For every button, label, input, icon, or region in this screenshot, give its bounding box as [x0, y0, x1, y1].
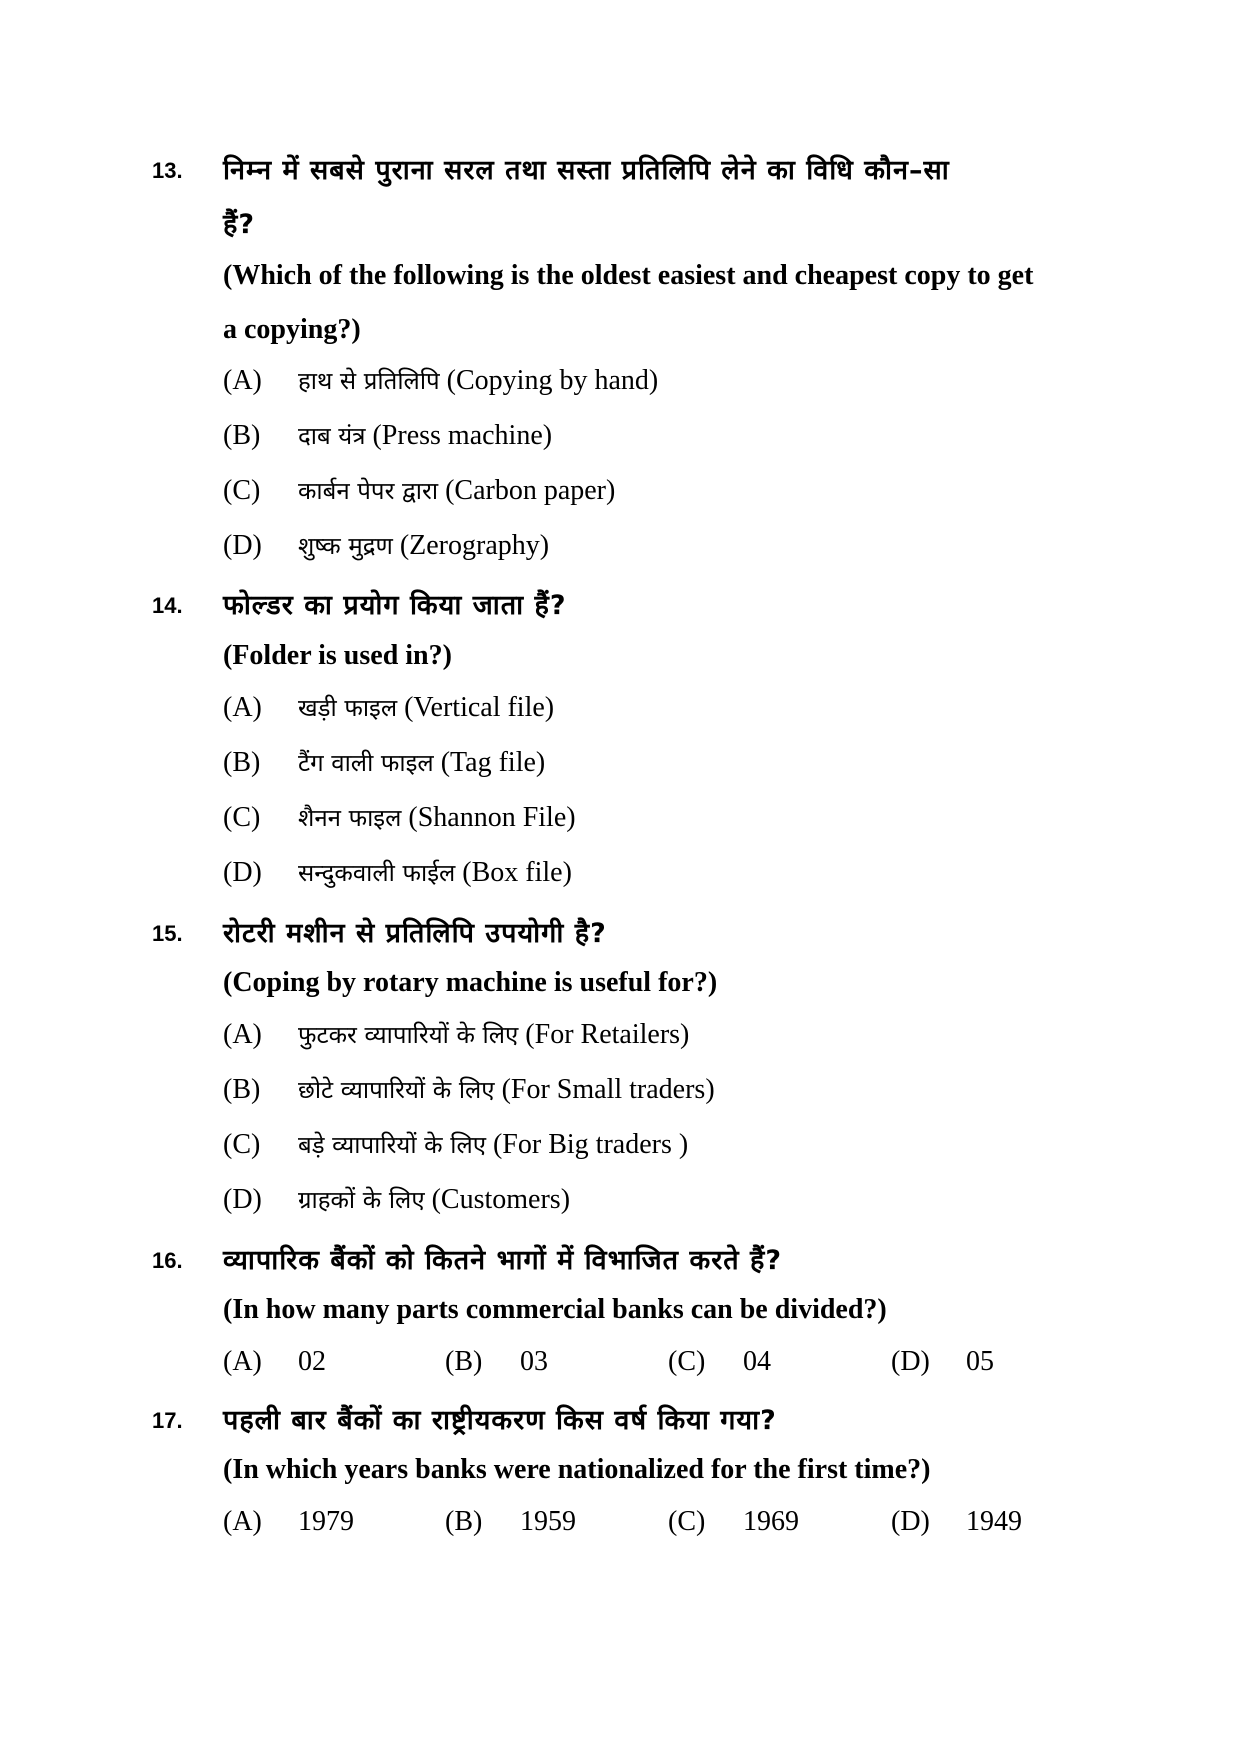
option-hindi: सन्दुकवाली फाईल — [298, 859, 456, 887]
option-hindi: कार्बन पेपर द्वारा — [298, 477, 439, 505]
option-hindi: दाब यंत्र — [298, 422, 366, 450]
option-d — [223, 529, 549, 562]
option-label: (C) — [668, 1346, 706, 1377]
option-label: (C) — [668, 1506, 706, 1537]
option-english: (Tag file) — [440, 747, 546, 778]
option-label: (C) — [223, 475, 261, 506]
option-c — [223, 474, 615, 507]
question-english-text: (Coping by rotary machine is useful for?) — [223, 967, 718, 998]
question-hindi-text: पहली बार बैंकों का राष्ट्रीयकरण किस वर्ष किया गया? — [223, 1405, 777, 1436]
option-value: 03 — [520, 1346, 548, 1377]
option-value: 04 — [743, 1346, 771, 1377]
option-english: (For Big traders ) — [492, 1129, 689, 1160]
option-label: (B) — [445, 1506, 483, 1537]
option-b — [445, 1506, 576, 1538]
option-english: (Copying by hand) — [446, 365, 659, 396]
question-hindi-text: रोटरी मशीन से प्रतिलिपि उपयोगी है? — [223, 918, 607, 949]
option-label: (C) — [223, 1129, 261, 1160]
option-hindi: फुटकर व्यापारियों के लिए — [298, 1021, 519, 1049]
option-english: (Carbon paper) — [445, 475, 616, 506]
option-label: (A) — [223, 1506, 262, 1537]
option-english: (Vertical file) — [404, 692, 555, 723]
option-d — [223, 856, 572, 889]
option-label: (A) — [223, 1346, 262, 1377]
option-label: (D) — [223, 530, 262, 561]
option-label: (A) — [223, 692, 262, 723]
option-label: (D) — [223, 857, 262, 888]
option-english: (Shannon File) — [408, 802, 576, 833]
option-english: (Press machine) — [372, 420, 553, 451]
option-c — [668, 1346, 771, 1378]
option-a — [223, 691, 554, 724]
option-hindi: टैंग वाली फाइल — [298, 749, 434, 777]
option-b — [445, 1346, 548, 1378]
option-a — [223, 1346, 326, 1378]
option-label: (B) — [223, 420, 261, 451]
option-hindi: खड़ी फाइल — [298, 694, 398, 722]
option-label: (D) — [223, 1184, 262, 1215]
question-english-text: (Folder is used in?) — [223, 640, 452, 671]
question-english-text: (In how many parts commercial banks can be divided?) — [223, 1294, 887, 1325]
question-english-text-continued: a copying?) — [223, 314, 361, 345]
option-label: (D) — [891, 1346, 930, 1377]
option-a — [223, 1506, 354, 1538]
question-number: 13. — [152, 158, 183, 183]
option-value: 1959 — [520, 1506, 576, 1537]
option-hindi: शुष्क मुद्रण — [298, 532, 393, 560]
question-english-text: (In which years banks were nationalized for the first time?) — [223, 1454, 931, 1485]
option-label: (A) — [223, 365, 262, 396]
option-a — [223, 364, 658, 397]
question-number: 14. — [152, 593, 183, 618]
option-label: (C) — [223, 802, 261, 833]
option-a — [223, 1018, 689, 1051]
option-value: 05 — [966, 1346, 994, 1377]
option-c — [668, 1506, 799, 1538]
option-hindi: छोटे व्यापारियों के लिए — [298, 1076, 495, 1104]
question-english-text: (Which of the following is the oldest easiest and cheapest copy to get — [223, 260, 1034, 291]
question-hindi-text: व्यापारिक बैंकों को कितने भागों में विभाजित करते हैं? — [223, 1245, 783, 1276]
option-c — [223, 801, 576, 834]
option-hindi: ग्राहकों के लिए — [298, 1186, 425, 1214]
option-value: 1979 — [298, 1506, 354, 1537]
option-d — [223, 1183, 570, 1216]
option-b — [223, 1073, 715, 1106]
question-number: 15. — [152, 921, 183, 946]
option-english: (Zerography) — [399, 530, 550, 561]
option-english: (Customers) — [431, 1184, 571, 1215]
option-d — [891, 1346, 994, 1378]
question-hindi-text: फोल्डर का प्रयोग किया जाता हैं? — [223, 590, 567, 621]
question-hindi-text-continued: हैं? — [223, 209, 255, 240]
option-hindi: शैनन फाइल — [298, 804, 402, 832]
question-number: 17. — [152, 1408, 183, 1433]
option-english: (For Small traders) — [501, 1074, 715, 1105]
option-b — [223, 419, 552, 452]
option-label: (B) — [223, 747, 261, 778]
question-hindi-text: निम्न में सबसे पुराना सरल तथा सस्ता प्रतिलिपि लेने का विधि कौन–सा — [223, 155, 950, 186]
option-c — [223, 1128, 688, 1161]
option-value: 02 — [298, 1346, 326, 1377]
option-label: (D) — [891, 1506, 930, 1537]
option-label: (B) — [445, 1346, 483, 1377]
option-english: (For Retailers) — [525, 1019, 690, 1050]
option-hindi: हाथ से प्रतिलिपि — [298, 367, 440, 395]
option-b — [223, 746, 545, 779]
question-number: 16. — [152, 1248, 183, 1273]
option-label: (B) — [223, 1074, 261, 1105]
option-label: (A) — [223, 1019, 262, 1050]
option-d — [891, 1506, 1022, 1538]
option-value: 1949 — [966, 1506, 1022, 1537]
option-english: (Box file) — [462, 857, 572, 888]
option-hindi: बड़े व्यापारियों के लिए — [298, 1131, 486, 1159]
option-value: 1969 — [743, 1506, 799, 1537]
